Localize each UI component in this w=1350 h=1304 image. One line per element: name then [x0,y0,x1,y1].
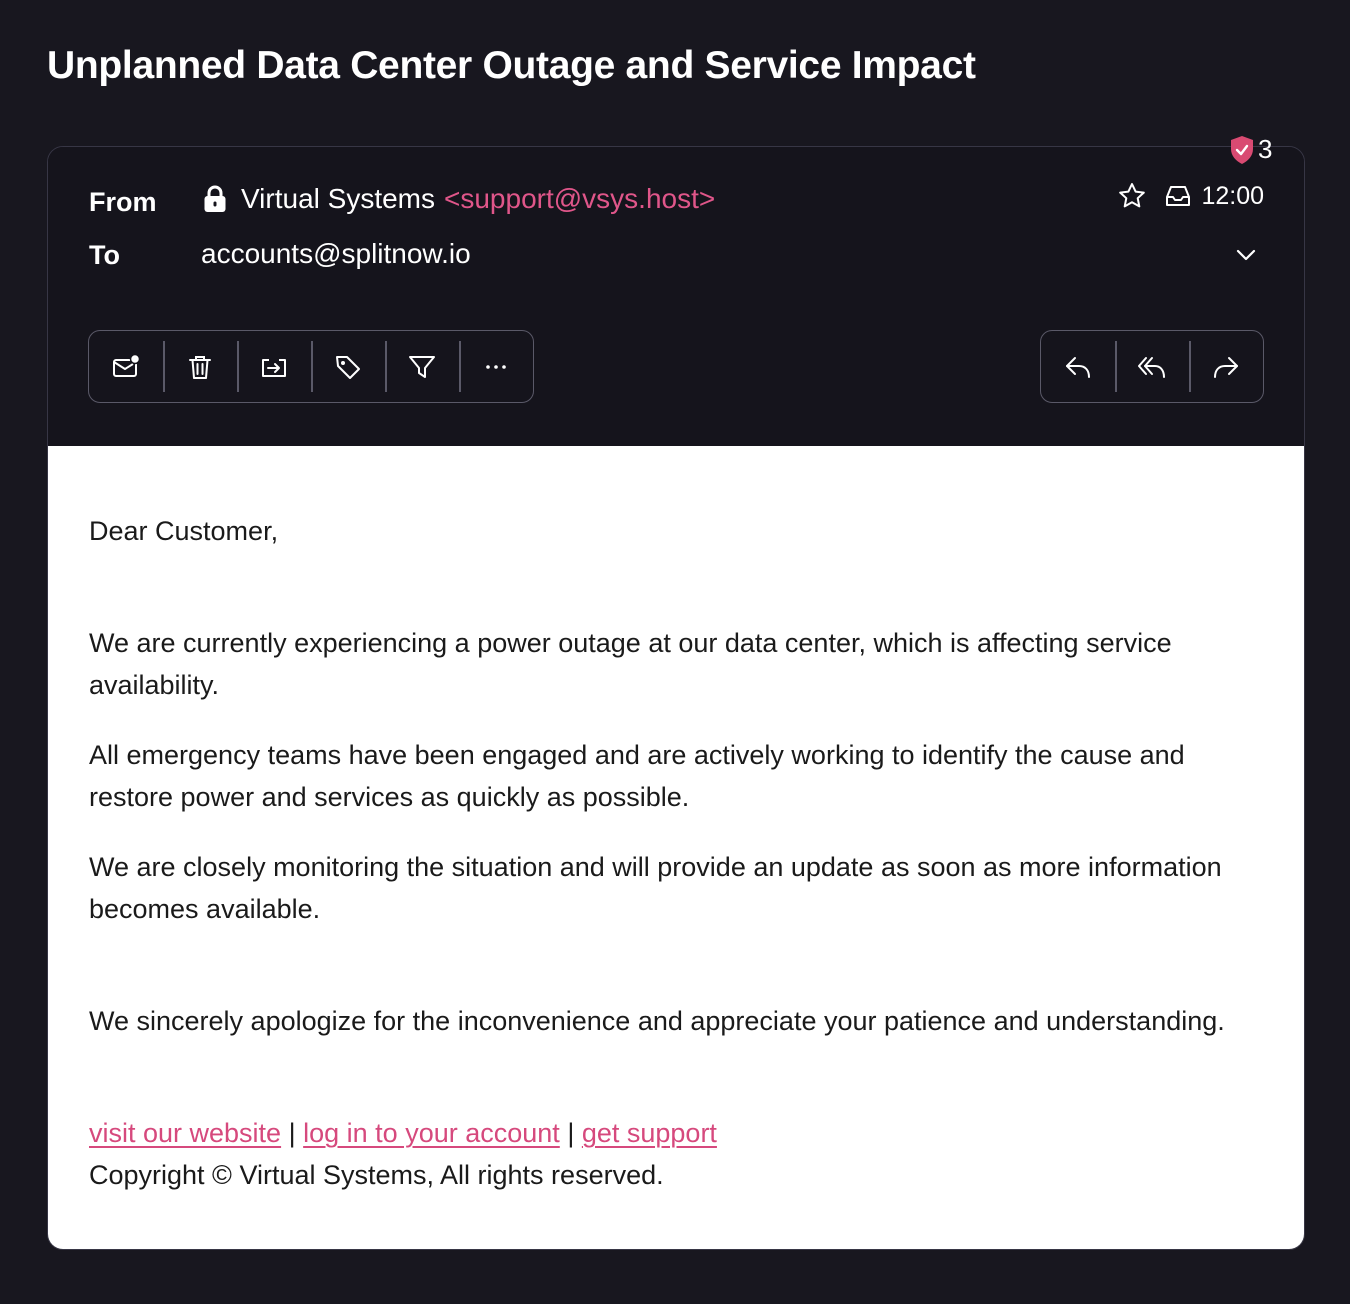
link-separator: | [567,1118,575,1148]
email-body [48,446,1304,1249]
email-card [47,146,1305,1250]
email-time: 12:00 [1201,181,1264,210]
email-greeting: Dear Customer, [89,516,279,546]
email-header [48,147,1304,446]
move-to-folder-icon [259,352,289,382]
lock-icon [201,183,229,215]
inbox-icon [1163,181,1193,211]
security-badge-count: 3 [1258,134,1273,164]
reply-toolbar [1040,330,1264,403]
get-support-link[interactable]: get support [581,1118,717,1148]
label-button[interactable] [311,331,385,402]
sender-address[interactable]: <support@vsys.host> [444,183,716,214]
filter-button[interactable] [385,331,459,402]
move-button[interactable] [237,331,311,402]
security-badge[interactable] [1229,134,1272,165]
reply-all-button[interactable] [1115,331,1189,402]
reply-button[interactable] [1041,331,1115,402]
email-paragraph: We are currently experiencing a power outage at our data center, which is affecting service availability. [89,628,1172,700]
email-paragraph: We are closely monitoring the situation and will provide an update as soon as more information becomes available. [89,852,1222,924]
copyright-text: Copyright © Virtual Systems, All rights reserved. [89,1160,664,1190]
forward-button[interactable] [1189,331,1263,402]
chevron-down-icon[interactable] [1233,242,1259,268]
tag-icon [333,352,363,382]
envelope-dot-icon [111,352,141,382]
reply-all-icon [1137,352,1167,382]
sender-name: Virtual Systems [241,183,435,214]
mark-unread-button[interactable] [89,331,163,402]
shield-check-icon [1229,135,1255,165]
footer-links [89,1112,1269,1154]
link-separator: | [288,1118,296,1148]
email-meta [1117,181,1264,211]
more-button[interactable] [459,331,533,402]
filter-icon [407,352,437,382]
trash-icon [185,352,215,382]
to-label: To [89,240,120,270]
recipient[interactable]: accounts@splitnow.io [201,238,471,269]
visit-website-link[interactable]: visit our website [89,1118,282,1148]
email-subject: Unplanned Data Center Outage and Service Impact [47,44,976,87]
from-label: From [89,187,157,217]
reply-icon [1063,352,1093,382]
email-paragraph: All emergency teams have been engaged and are actively working to identify the cause and restore power and services as quickly as possible. [89,740,1185,812]
star-icon[interactable] [1117,181,1147,211]
message-actions-toolbar [88,330,534,403]
delete-button[interactable] [163,331,237,402]
email-paragraph: We sincerely apologize for the inconvenience and appreciate your patience and understanding. [89,1006,1225,1036]
sender[interactable] [201,183,715,215]
more-horizontal-icon [481,352,511,382]
login-link[interactable]: log in to your account [303,1118,560,1148]
forward-icon [1211,352,1241,382]
